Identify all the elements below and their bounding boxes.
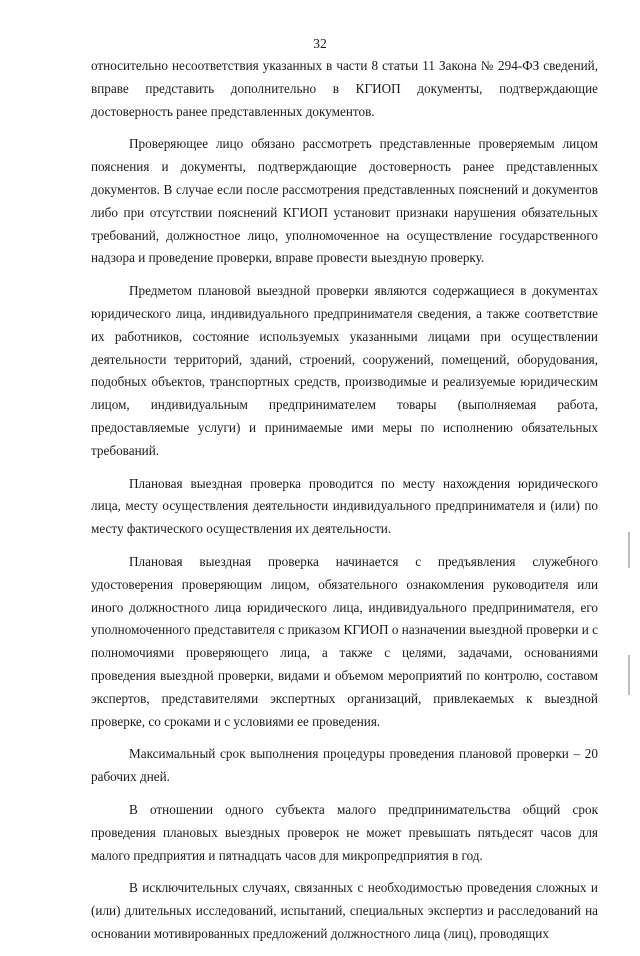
paragraph-exceptional-cases: В исключительных случаях, связанных с необходимостью проведения сложных и (или) длительных исследований, испытаний, специальных экспертиз и расследований на основании мотивированных предложений должностного лица (лиц), проводящих	[91, 880, 598, 941]
scan-edge-mark	[628, 532, 630, 568]
paragraph-review-obligation: Проверяющее лицо обязано рассмотреть представленные проверяемым лицом пояснения и документы, подтверждающие достоверность ранее представленных документов. В случае если после рассмотрения представленных пояснений и документов либо при отсутствии пояснений КГИОП установит признаки нарушения обязательных требований, должностное лицо, уполномоченное на осуществление государственного надзора и проведение проверки, вправе провести выездную проверку.	[91, 136, 598, 266]
body-text	[91, 55, 598, 956]
paragraph-max-duration: Максимальный срок выполнения процедуры проведения плановой проверки – 20 рабочих дней.	[91, 746, 598, 785]
paragraph-small-business-limit: В отношении одного субъекта малого предпринимательства общий срок проведения плановых выездных проверок не может превышать пятьдесят часов для малого предприятия и пятнадцать часов для микропредприятия в год.	[91, 801, 598, 863]
page-number: 32	[313, 36, 327, 51]
paragraph-inspection-location: Плановая выездная проверка проводится по месту нахождения юридического лица, месту осуществления деятельности индивидуального предпринимателя и (или) по месту фактического осуществления их деятельности.	[91, 475, 598, 537]
paragraph-inspection-subject: Предметом плановой выездной проверки являются содержащиеся в документах юридического лица, индивидуального предпринимателя сведения, а также соответствие их работников, состояние используемых указанными лицами при осуществлении деятельности территорий, зданий, строений, сооружений, помещений, оборудования, подобных объектов, транспортных средств, производимые и реализуемые юридическим лицом, индивидуальным предпринимателем товары (выполняемая работа, предоставляемые услуги) и принимаемые ими меры по исполнению обязательных требований.	[91, 283, 598, 458]
paragraph-continuation: относительно несоответствия указанных в части 8 статьи 11 Закона № 294-ФЗ сведений, вправе представить дополнительно в КГИОП документы, подтверждающие достоверность ранее представленных документов.	[91, 58, 598, 119]
paragraph-inspection-start: Плановая выездная проверка начинается с предъявления служебного удостоверения проверяющим лицом, обязательного ознакомления руководителя или иного должностного лица юридического лица, индивидуального предпринимателя, его уполномоченного представителя с приказом КГИОП о назначении выездной проверки и с полномочиями проверяющего лица, а также с целями, задачами, основаниями проведения выездной проверки, видами и объемом мероприятий по контролю, составом экспертов, представителями экспертных организаций, привлекаемых к выездной проверке, со сроками и с условиями ее проведения.	[91, 553, 598, 729]
scan-edge-mark	[628, 655, 630, 695]
